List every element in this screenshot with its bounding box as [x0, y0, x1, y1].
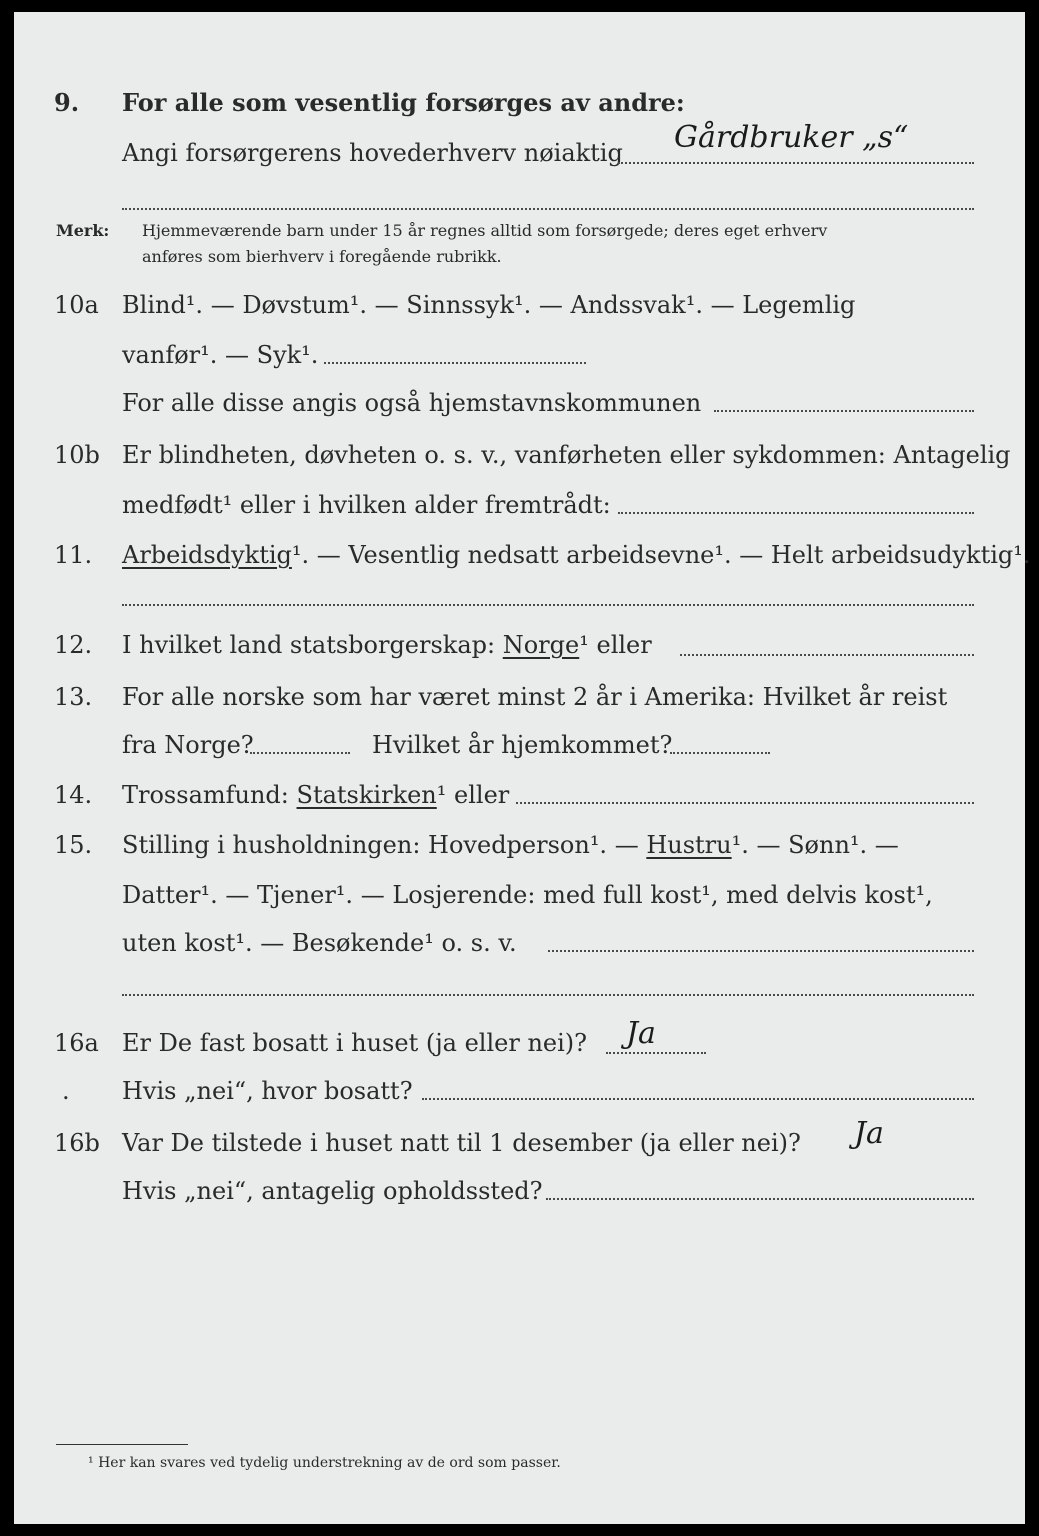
q13-line2a: fra Norge? — [122, 731, 254, 759]
q16b-line2: Hvis „nei“, antagelig opholdssted? — [122, 1177, 543, 1205]
q10b-answer-line — [618, 512, 974, 514]
q16b-number: 16b — [54, 1129, 100, 1157]
footnote — [88, 1452, 561, 1474]
q12-rest: ¹ eller — [579, 631, 652, 659]
q15-line2: Datter¹. — Tjener¹. — Losjerende: med full kost¹, med delvis kost¹, — [122, 881, 933, 909]
q13-number: 13. — [54, 683, 93, 711]
q10a-number: 10a — [54, 291, 99, 319]
q10b-line2: medfødt¹ eller i hvilken alder fremtrådt: — [122, 491, 611, 519]
q14-number: 14. — [54, 781, 93, 809]
q13-line1: For alle norske som har været minst 2 år i Amerika: Hvilket år reist — [122, 683, 948, 711]
q12-number: 12. — [54, 631, 93, 659]
q13-hjem-line — [670, 752, 770, 754]
q11-rest: ¹. — Vesentlig nedsatt arbeidsevne¹. — Helt arbeidsudyktig¹. — [291, 541, 1031, 569]
q14-rest: ¹ eller — [436, 781, 510, 809]
q14-label: Trossamfund: — [122, 781, 297, 809]
q15-number: 15. — [54, 831, 93, 859]
q14-selected: Statskirken — [296, 781, 437, 809]
q14-line — [122, 780, 509, 810]
q12-answer-line — [680, 654, 974, 656]
q9-title: For alle som vesentlig forsørges av andre: — [122, 88, 685, 117]
q12-line — [122, 630, 652, 660]
q16a-line1: Er De fast bosatt i huset (ja eller nei)? — [122, 1029, 588, 1057]
q9-answer: Gårdbruker „s“ — [674, 120, 909, 155]
merk-label: Merk: — [56, 221, 110, 240]
census-form-page — [14, 12, 1031, 1524]
footnote-marker: ¹ — [88, 1455, 94, 1471]
q11-line — [122, 540, 1031, 570]
q16b-line1: Var De tilstede i huset natt til 1 desember (ja eller nei)? — [122, 1129, 801, 1157]
q13-line2b: Hvilket år hjemkommet? — [372, 731, 673, 759]
q16b-opphold-line — [546, 1198, 974, 1200]
q9-answer-line — [618, 162, 974, 164]
footnote-text: Her kan svares ved tydelig understrekning av de ord som passer. — [98, 1455, 561, 1471]
q10b-line1: Er blindheten, døvheten o. s. v., vanførheten eller sykdommen: Antagelig — [122, 441, 1011, 469]
q15-selected: Hustru — [646, 831, 732, 859]
q10a-line1: Blind¹. — Døvstum¹. — Sinnssyk¹. — Andssvak¹. — Legemlig — [122, 291, 856, 319]
q16b-answer: Ja — [854, 1116, 884, 1151]
q10b-number: 10b — [54, 441, 100, 469]
q16a-bullet: . — [62, 1077, 70, 1105]
q16a-answer-line — [606, 1052, 706, 1054]
q9-extra-line — [122, 208, 974, 210]
q11-extra-line — [122, 604, 974, 606]
q16a-bosatt-line — [422, 1098, 974, 1100]
q12-label: I hvilket land statsborgerskap: — [122, 631, 503, 659]
q12-selected: Norge — [502, 631, 580, 659]
q11-number: 11. — [54, 541, 93, 569]
q15-line3: uten kost¹. — Besøkende¹ o. s. v. — [122, 929, 517, 957]
footnote-rule — [56, 1444, 188, 1445]
merk-text-2: anføres som bierhverv i foregående rubrikk. — [142, 247, 502, 266]
q15-line1 — [122, 830, 899, 860]
q16a-answer: Ja — [626, 1016, 656, 1051]
q10a-line2: vanfør¹. — Syk¹. — [122, 341, 319, 369]
q15-extra-line — [122, 994, 974, 996]
q15-answer-line — [548, 950, 974, 952]
q10a-line3: For alle disse angis også hjemstavnskommunen — [122, 389, 702, 417]
q15-line1a: Stilling i husholdningen: Hovedperson¹. — — [122, 831, 647, 859]
q10a-kommune-line — [714, 410, 974, 412]
q9-number: 9. — [54, 88, 80, 117]
q15-line1b: ¹. — Sønn¹. — — [731, 831, 899, 859]
q13-reist-line — [250, 752, 350, 754]
q11-selected: Arbeidsdyktig — [122, 541, 292, 569]
merk-text-1: Hjemmeværende barn under 15 år regnes alltid som forsørgede; deres eget erhverv — [142, 221, 828, 240]
q9-label: Angi forsørgerens hovederhverv nøiaktig — [122, 139, 623, 167]
q14-answer-line — [516, 802, 974, 804]
q16a-number: 16a — [54, 1029, 99, 1057]
q16a-line2: Hvis „nei“, hvor bosatt? — [122, 1077, 413, 1105]
q10a-answer-line — [324, 362, 586, 364]
